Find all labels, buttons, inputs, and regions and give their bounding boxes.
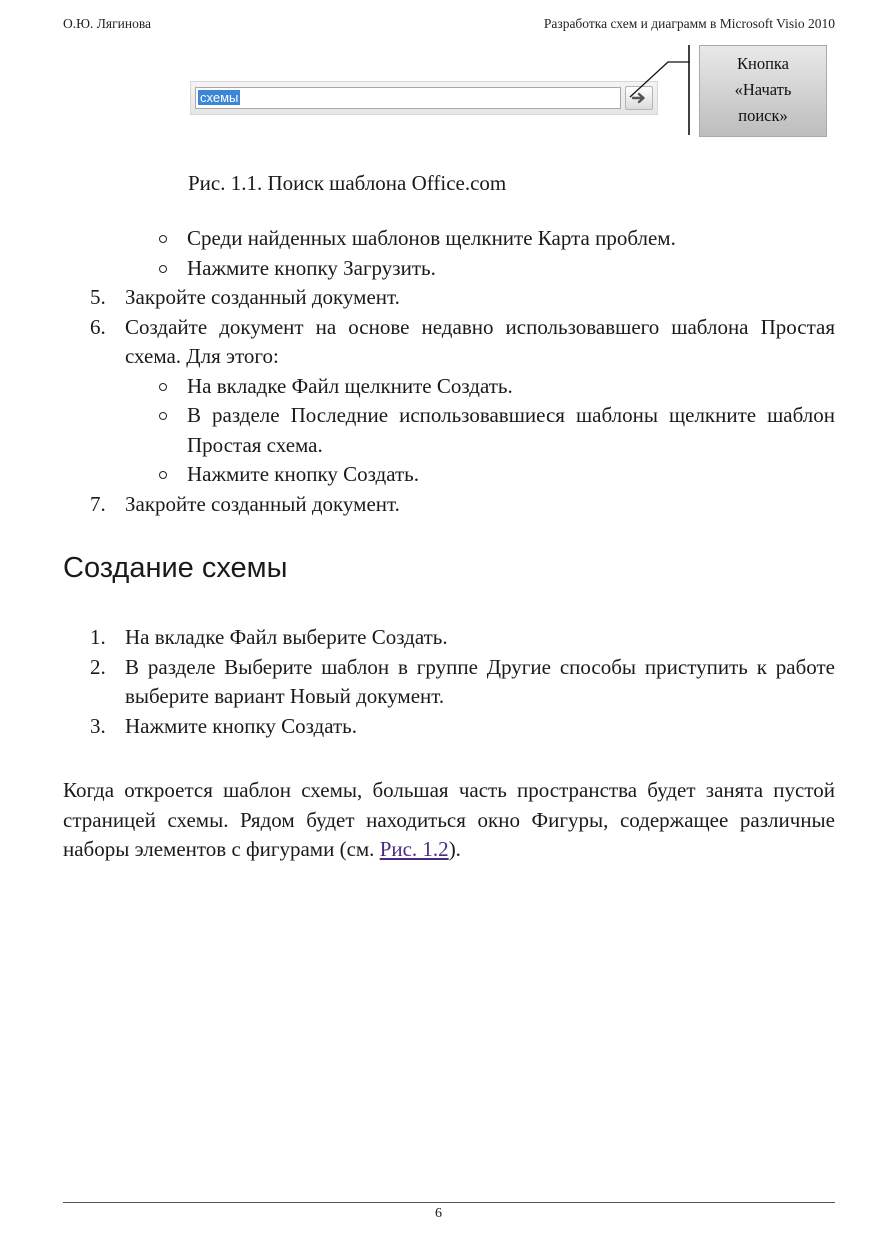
figure-search-template	[190, 45, 830, 140]
list-item: На вкладке Файл щелкните Создать.	[63, 372, 835, 402]
page-header	[63, 16, 835, 36]
body-paragraph: Когда откроется шаблон схемы, большая часть пространства будет занята пустой страницей схемы. Рядом будет находиться окно Фигуры, содержащее различные наборы элементов с фигурами (см. Рис. 1.2).	[63, 778, 835, 861]
bullet-icon	[159, 235, 167, 243]
list-item: Нажмите кнопку Загрузить.	[63, 254, 835, 284]
bullet-icon	[159, 471, 167, 479]
callout-line-2: «Начать	[734, 80, 792, 99]
callout-line-3: поиск»	[738, 106, 788, 125]
bullet-icon	[159, 412, 167, 420]
section-heading: Создание схемы	[63, 552, 288, 584]
list-item: 3. Нажмите кнопку Создать.	[90, 713, 357, 738]
list-item: 5. Закройте созданный документ.	[90, 285, 400, 309]
list-item: 7. Закройте созданный документ.	[90, 491, 400, 516]
list-item: В разделе Последние использовавшиеся шаблоны щелкните шаблон Простая схема.	[63, 401, 835, 460]
figure-link[interactable]: Рис. 1.2	[379, 837, 449, 861]
instructions-list	[63, 224, 835, 519]
figure-caption: Рис. 1.1. Поиск шаблона Office.com	[188, 171, 507, 195]
search-input-value: схемы	[200, 90, 239, 105]
header-author: О.Ю. Лягинова	[63, 16, 152, 31]
footer-divider	[63, 1202, 835, 1203]
list-item: 2. В разделе Выберите шаблон в группе Другие способы приступить к работе выберите вариант Новый документ.	[90, 654, 835, 708]
page-number: 6	[435, 1206, 442, 1221]
list-item: Нажмите кнопку Создать.	[63, 460, 835, 490]
header-title: Разработка схем и диаграмм в Microsoft Visio 2010	[543, 16, 835, 31]
callout-line-1: Кнопка	[736, 54, 789, 73]
bullet-icon	[159, 265, 167, 273]
callout-start-search-label	[699, 45, 827, 137]
bullet-icon	[159, 383, 167, 391]
list-item: 1. На вкладке Файл выберите Создать.	[90, 625, 448, 649]
steps-list	[63, 623, 835, 741]
callout-leader-line	[190, 45, 710, 140]
list-item: Среди найденных шаблонов щелкните Карта проблем.	[63, 224, 835, 254]
list-item: 6. Создайте документ на основе недавно использовавшего шаблона Простая схема. Для этого:	[90, 314, 835, 368]
